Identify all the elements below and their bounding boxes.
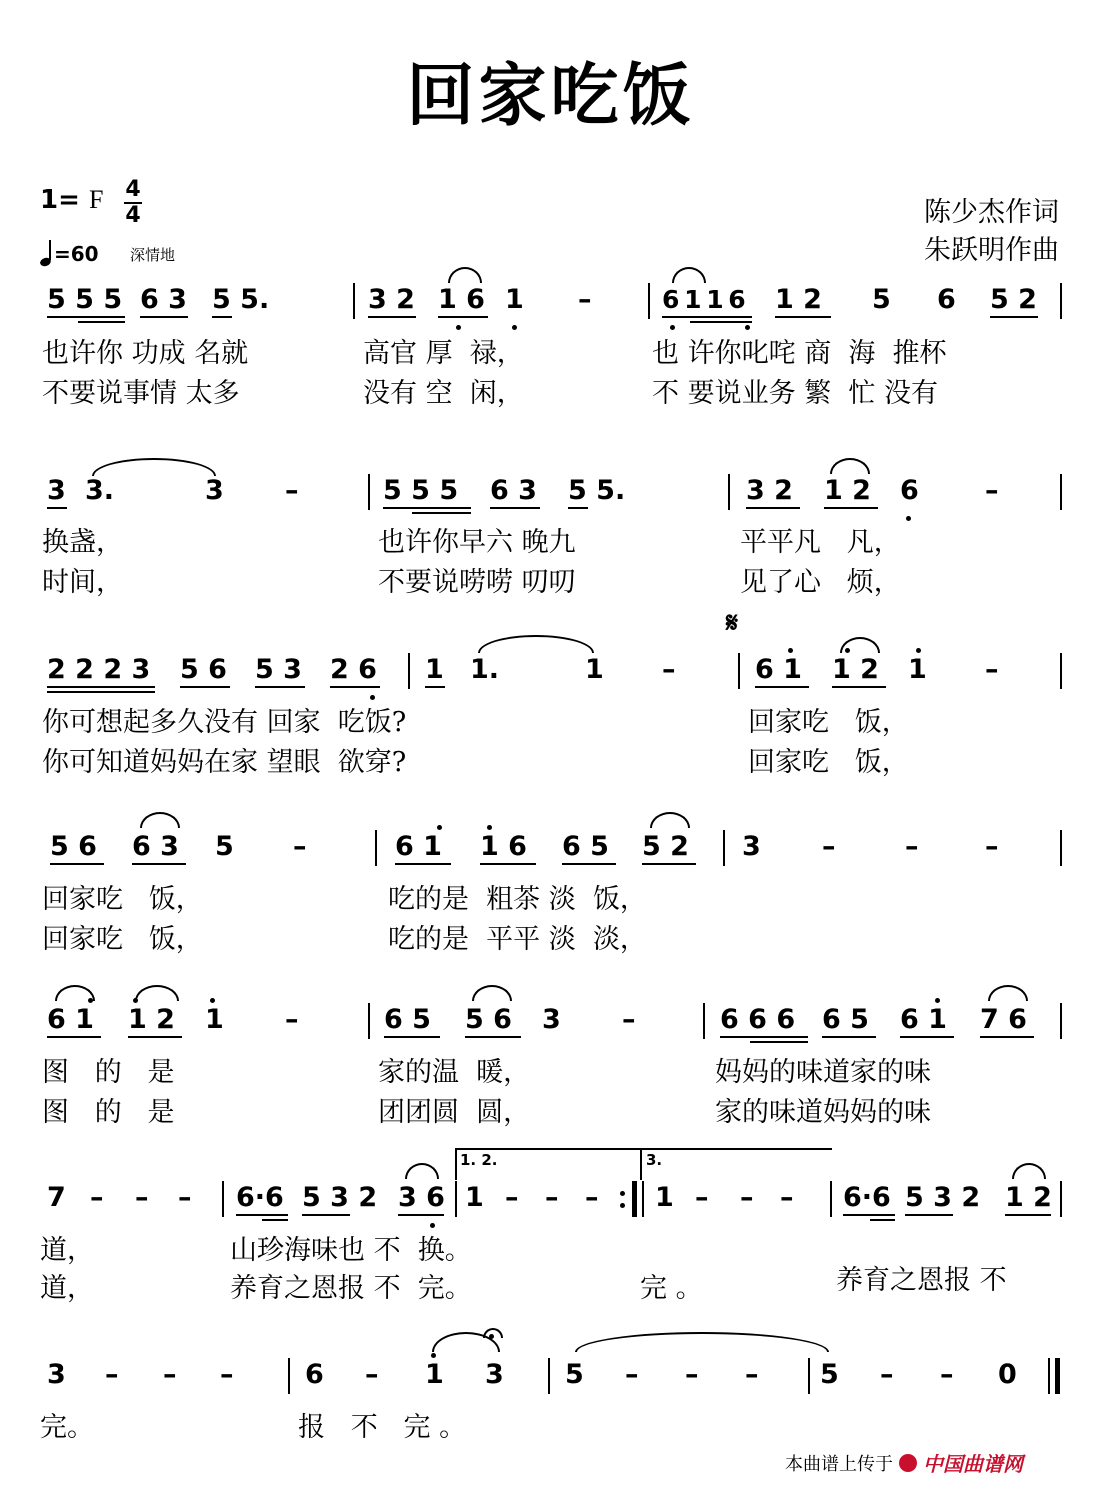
bar-line — [1060, 1003, 1062, 1039]
lyric-verse-2: 你可知道妈妈在家 望眼 欲穿? — [42, 747, 407, 778]
note-group: 5 5 5 — [383, 475, 459, 506]
lyric-verse-2: 回家吃 饭， — [748, 747, 909, 778]
note-group: 7 6 — [980, 1004, 1027, 1035]
footer-site-link[interactable]: 中国曲谱网 — [923, 1452, 1023, 1476]
final-bar-thick — [1055, 1358, 1060, 1394]
note-group: – — [505, 1182, 519, 1213]
time-signature: 4 4 — [125, 177, 141, 228]
note-group: 1 2 — [1005, 1182, 1052, 1213]
note-group: – — [578, 284, 592, 315]
quarter-note-icon — [40, 240, 52, 266]
bar-line — [1060, 653, 1062, 689]
note-group: 3 — [205, 475, 224, 506]
note-group: 1 — [465, 1182, 484, 1213]
note-group: – — [625, 1359, 639, 1390]
note-group: – — [780, 1182, 794, 1213]
lyric-verse-1: 也许你 功成 名就 — [42, 338, 249, 369]
bar-line — [288, 1358, 290, 1394]
bar-line — [1060, 474, 1062, 510]
volta-label-1: 1. 2. — [460, 1151, 498, 1169]
repeat-bar — [642, 1181, 644, 1217]
lyricist-credit: 陈少杰作词 — [924, 197, 1059, 228]
note-group: – — [745, 1359, 759, 1390]
lyric-verse-1: 妈妈的味道家的味 — [715, 1057, 931, 1088]
bar-line — [738, 653, 740, 689]
note-group: 1 6 — [438, 284, 485, 315]
bar-line — [1060, 830, 1062, 866]
note-group: 1 2 — [128, 1004, 175, 1035]
bar-line — [375, 830, 377, 866]
lyric-verse-1: 吃的是 粗茶 淡 饭， — [388, 884, 647, 915]
lyric-verse-2: 养育之恩报 不 完。 — [230, 1273, 472, 1304]
bar-line — [648, 283, 650, 319]
lyric-verse-2: 图 的 是 — [42, 1097, 175, 1128]
note-group: 3. — [85, 475, 115, 506]
lyric-verse-1: 也许你早六 晚九 — [378, 527, 576, 558]
lyric-verse-1: 回家吃 饭， — [748, 707, 909, 738]
bar-line — [353, 283, 355, 319]
note-group: 3 — [47, 1359, 66, 1390]
lyric-verse-2: 不要说事情 太多 — [42, 378, 240, 409]
lyric-verse-1: 回家吃 饭， — [42, 884, 203, 915]
credits — [924, 194, 1059, 270]
segno-sign: 𝄋 — [726, 606, 739, 639]
note-group: 1 — [425, 1359, 444, 1390]
note-group: 7 — [47, 1182, 66, 1213]
note-group: 1 2 — [832, 654, 879, 685]
note-group: – — [822, 831, 836, 862]
lyric-verse-1: 报 不 完 。 — [298, 1412, 467, 1443]
note-group: 5 3 2 — [905, 1182, 981, 1213]
lyric-verse-1: 你可想起多久没有 回家 吃饭? — [42, 707, 407, 738]
note-group: – — [545, 1182, 559, 1213]
bar-line — [408, 653, 410, 689]
note-group: – — [220, 1359, 234, 1390]
note-group: 2 6 — [330, 654, 377, 685]
lyric-verse-2: 养育之恩报 不 — [836, 1265, 1007, 1296]
note-group: 6·6 — [843, 1182, 891, 1213]
volta-label-2: 3. — [646, 1151, 663, 1169]
note-group: 5 — [215, 831, 234, 862]
note-group: – — [880, 1359, 894, 1390]
note-group: – — [740, 1182, 754, 1213]
lyric-verse-1: 换盏， — [42, 527, 123, 558]
note-group: 3 — [47, 475, 66, 506]
note-group: – — [685, 1359, 699, 1390]
note-group: 1 — [655, 1182, 674, 1213]
note-group: 1 6 — [480, 831, 527, 862]
note-group: 5 6 — [465, 1004, 512, 1035]
note-group: 5 6 — [180, 654, 227, 685]
note-group: 1 — [425, 654, 444, 685]
bar-line — [723, 830, 725, 866]
note-group: – — [585, 1182, 599, 1213]
lyric-verse-2: 团团圆 圆， — [378, 1097, 531, 1128]
lyric-verse-2: 见了心 烦， — [740, 567, 901, 598]
note-group: 6 3 — [490, 475, 537, 506]
note-group: 5 5 5 — [47, 284, 123, 315]
note-group: 6 5 — [562, 831, 609, 862]
note-group: 5 5. — [212, 284, 270, 315]
bar-line — [368, 1003, 370, 1039]
note-group: 6 3 — [132, 831, 179, 862]
note-group: 1 — [205, 1004, 224, 1035]
note-group: 6 — [937, 284, 956, 315]
note-group: 3 2 — [746, 475, 793, 506]
note-group: 6 1 — [755, 654, 802, 685]
note-group: 6 — [900, 475, 919, 506]
composer-credit: 朱跃明作曲 — [924, 235, 1059, 266]
note-group: – — [985, 831, 999, 862]
note-group: 5 2 — [642, 831, 689, 862]
lyric-verse-1: 道， — [40, 1235, 94, 1266]
note-group: – — [105, 1359, 119, 1390]
note-group: 6 6 6 — [720, 1004, 796, 1035]
note-group: 1 2 — [824, 475, 871, 506]
note-group: 6 5 — [384, 1004, 431, 1035]
note-group: – — [285, 475, 299, 506]
note-group: 5 — [565, 1359, 584, 1390]
note-group: 3 — [742, 831, 761, 862]
note-group: 5 5. — [568, 475, 626, 506]
note-group: – — [163, 1359, 177, 1390]
lyric-verse-1: 完。 — [40, 1412, 94, 1443]
page-title: 回家吃饭 — [406, 56, 695, 136]
lyric-verse-2: 完 。 — [640, 1273, 703, 1304]
note-group: 5 6 — [50, 831, 97, 862]
note-group: 6 5 — [822, 1004, 869, 1035]
note-group: – — [622, 1004, 636, 1035]
tempo-marking: =60 — [40, 240, 99, 266]
note-group: – — [178, 1182, 192, 1213]
lyric-verse-2: 回家吃 饭， — [42, 924, 203, 955]
note-group: 6 1 1 6 — [662, 285, 744, 314]
lyric-verse-1: 山珍海味也 不 换。 — [230, 1235, 472, 1266]
note-group: 6 1 — [900, 1004, 947, 1035]
note-group: – — [293, 831, 307, 862]
footer-credit — [785, 1448, 1023, 1477]
lyric-verse-1: 高官 厚 禄， — [363, 338, 524, 369]
note-group: – — [135, 1182, 149, 1213]
note-group: 3 2 — [368, 284, 415, 315]
lyric-verse-2: 不要说唠唠 叨叨 — [378, 567, 576, 598]
lyric-verse-1: 图 的 是 — [42, 1057, 175, 1088]
note-group: 3 — [485, 1359, 504, 1390]
lyric-verse-2: 时间， — [42, 567, 123, 598]
note-group: – — [695, 1182, 709, 1213]
lyric-verse-1: 也 许你叱咤 商 海 推杯 — [652, 338, 947, 369]
lyric-verse-1: 家的温 暖， — [378, 1057, 531, 1088]
note-group: – — [985, 475, 999, 506]
note-group: – — [662, 654, 676, 685]
note-group: 3 — [542, 1004, 561, 1035]
lyric-verse-2: 不 要说业务 繁 忙 没有 — [652, 378, 938, 409]
bar-line — [368, 474, 370, 510]
note-group: – — [90, 1182, 104, 1213]
repeat-bar — [632, 1181, 637, 1217]
note-group: – — [940, 1359, 954, 1390]
note-group: 5 — [872, 284, 891, 315]
note-group: 6 — [305, 1359, 324, 1390]
bar-line — [703, 1003, 705, 1039]
note-group: 1 — [908, 654, 927, 685]
note-group: – — [365, 1359, 379, 1390]
lyric-verse-2: 没有 空 闲， — [363, 378, 524, 409]
final-bar-thin — [1048, 1358, 1050, 1394]
lyric-verse-2: 吃的是 平平 淡 淡， — [388, 924, 647, 955]
note-group: 3 6 — [398, 1182, 445, 1213]
note-group: 2 2 2 3 — [47, 654, 151, 685]
footer-text: 本曲谱上传于 — [785, 1453, 893, 1475]
lyric-verse-1: 平平凡 凡， — [740, 527, 901, 558]
note-group: 6 3 — [140, 284, 187, 315]
note-group: 1 — [585, 654, 604, 685]
note-group: 5 3 — [255, 654, 302, 685]
bar-line — [548, 1358, 550, 1394]
note-group: – — [905, 831, 919, 862]
note-group: – — [985, 654, 999, 685]
expression-marking: 深情地 — [130, 246, 176, 264]
key-signature: 1= F — [40, 185, 104, 215]
bar-line — [1060, 283, 1062, 319]
note-group: 1 2 — [775, 284, 822, 315]
note-group: 1. — [470, 654, 500, 685]
note-group: 6 1 — [395, 831, 442, 862]
note-group: 1 — [505, 284, 524, 315]
lyric-verse-2: 家的味道妈妈的味 — [715, 1097, 931, 1128]
bar-line — [830, 1181, 832, 1217]
note-group: 0 — [998, 1359, 1017, 1390]
note-group: 6 1 — [47, 1004, 94, 1035]
bar-line — [1060, 1181, 1062, 1217]
note-group: – — [285, 1004, 299, 1035]
site-logo-icon — [899, 1454, 917, 1472]
bar-line — [808, 1358, 810, 1394]
note-group: 6·6 — [236, 1182, 284, 1213]
lyric-verse-2: 道， — [40, 1273, 94, 1304]
note-group: 5 2 — [990, 284, 1037, 315]
note-group: 5 — [820, 1359, 839, 1390]
bar-line — [222, 1181, 224, 1217]
note-group: 5 3 2 — [302, 1182, 378, 1213]
bar-line — [455, 1181, 457, 1217]
bar-line — [728, 474, 730, 510]
volta-bracket-2 — [640, 1148, 832, 1180]
